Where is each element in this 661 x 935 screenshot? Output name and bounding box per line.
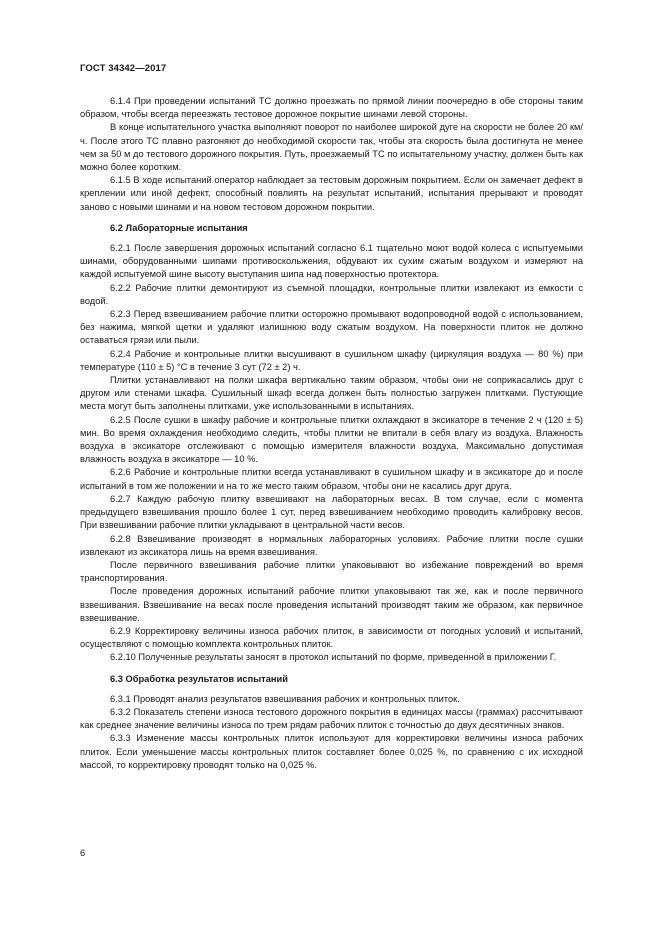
paragraph: 6.3.1 Проводят анализ результатов взвешивания рабочих и контрольных плиток. xyxy=(110,693,460,704)
paragraph: После первичного взвешивания рабочие плитки упаковывают во избежание повреждений во время транспортирования. xyxy=(80,559,583,584)
paragraph: Плитки устанавливают на полки шкафа вертикально таким образом, чтобы они не соприкасались друг с другом или стенами шкафа. Сушильный шкаф всегда должен быть полностью загружен плитками. Пустующие места могут быть заполнены плитками, уже использованными в испытаниях. xyxy=(80,375,583,412)
paragraph: 6.2.8 Взвешивание производят в нормальных лабораторных условиях. Рабочие плитки после сушки извлекают из эксикатора лишь на время взвешивания. xyxy=(80,533,583,557)
paragraph: 6.2.6 Рабочие и контрольные плитки всегда устанавливают в сушильном шкафу и в эксикаторе до и после испытаний в том же положении и на то же место таким образом, чтобы они не касались друг друга. xyxy=(80,467,583,491)
paragraph: В конце испытательного участка выполняют поворот по наиболее широкой дуге на скорости не более 20 км/ч. После этого ТС плавно разгоняют до необходимой скорости так, чтобы эта скорость была достигнута не менее чем за 50 м до тестового дорожного покрытия. Путь, проезжаемый ТС по испытательному участку, должен быть как можно более коротким. xyxy=(80,122,583,173)
document-body xyxy=(80,95,583,772)
document-header: ГОСТ 34342—2017 xyxy=(80,63,167,74)
paragraph: 6.2.1 После завершения дорожных испытаний согласно 6.1 тщательно моют водой колеса с испытуемыми шинами, оборудованными шипами противоскольжения, обдувают их сухим сжатым воздухом и измеряют на каждой испытуемой шине высоту выступания шипа над поверхностью протектора. xyxy=(80,243,583,280)
paragraph: 6.2.9 Корректировку величины износа рабочих плиток, в зависимости от погодных условий и испытаний, осуществляют с помощью комплекта контрольных плиток. xyxy=(80,625,583,650)
paragraph: 6.1.4 При проведении испытаний ТС должно проезжать по прямой линии поочередно в обе стороны таким образом, чтобы всегда переезжать тестовое дорожное покрытие шинами левой стороны. xyxy=(80,96,583,120)
paragraph: 6.2.10 Полученные результаты заносят в протокол испытаний по форме, приведенной в приложении Г. xyxy=(110,652,557,663)
page-number: 6 xyxy=(80,848,86,858)
paragraph: 6.3.3 Изменение массы контрольных плиток используют для корректировки величины износа рабочих плиток. Если уменьшение массы контрольных плиток составляет более 0,025 %, по сравнению с их исходной массой, то корректировку проводят только на 0,025 %. xyxy=(80,733,583,770)
paragraph-block-6-1 xyxy=(80,95,583,214)
section-heading-6-2: 6.2 Лабораторные испытания xyxy=(110,222,248,233)
paragraph: 6.2.3 Перед взвешиванием рабочие плитки осторожно промывают водопроводной водой с использованием, без нажима, мягкой щетки и удаляют излишнюю воду сжатым воздухом. На поверхности плиток не должно оставаться грязи или пыли. xyxy=(80,309,583,346)
paragraph: 6.2.5 После сушки в шкафу рабочие и контрольные плитки охлаждают в эксикаторе в течение 2 ч (120 ± 5) мин. Во время охлаждения необходимо следить, чтобы плитки не впитали в себя влагу из воздуха. Влажность воздуха в эксикаторе отслеживают с помощью измерителя влажности воздуха. Максимально допустимая влажность воздуха в эксикаторе — 10 %. xyxy=(80,414,583,465)
paragraph: 6.2.2 Рабочие плитки демонтируют из съемной площадки, контрольные плитки извлекают из емкости с водой. xyxy=(80,282,583,306)
paragraph-block-6-2 xyxy=(80,242,583,665)
paragraph: 6.2.7 Каждую рабочую плитку взвешивают на лабораторных весах. В том случае, если с момента предыдущего взвешивания прошло более 1 сут, перед взвешиванием необходимо проводить калибровку весов. При взвешивании рабочие плитки укладывают в центральной части весов. xyxy=(80,493,583,531)
paragraph: 6.2.4 Рабочие и контрольные плитки высушивают в сушильном шкафу (циркуляция воздуха — 80 %) при температуре (110 ± 5) °С в течение 3 сут (72 ± 2) ч. xyxy=(80,348,583,372)
section-heading-6-3: 6.3 Обработка результатов испытаний xyxy=(110,673,288,684)
paragraph-block-6-3 xyxy=(80,693,583,772)
paragraph: 6.3.2 Показатель степени износа тестового дорожного покрытия в единицах массы (граммах) рассчитывают как среднее значение величины износа по трем рядам рабочих плиток с точностью до двух десятичных знаков. xyxy=(80,706,583,731)
paragraph: После проведения дорожных испытаний рабочие плитки упаковывают так же, как и после первичного взвешивания. Взвешивание на весах после проведения испытаний производят таким же образом, как первичное взвешивание. xyxy=(80,586,583,623)
paragraph: 6.1.5 В ходе испытаний оператор наблюдает за тестовым дорожным покрытием. Если он замечает дефект в креплении или иной дефект, способный повлиять на результат испытаний, испытания прерывают и проводят заново с новыми шинами и на новом тестовом дорожном покрытии. xyxy=(80,175,583,212)
